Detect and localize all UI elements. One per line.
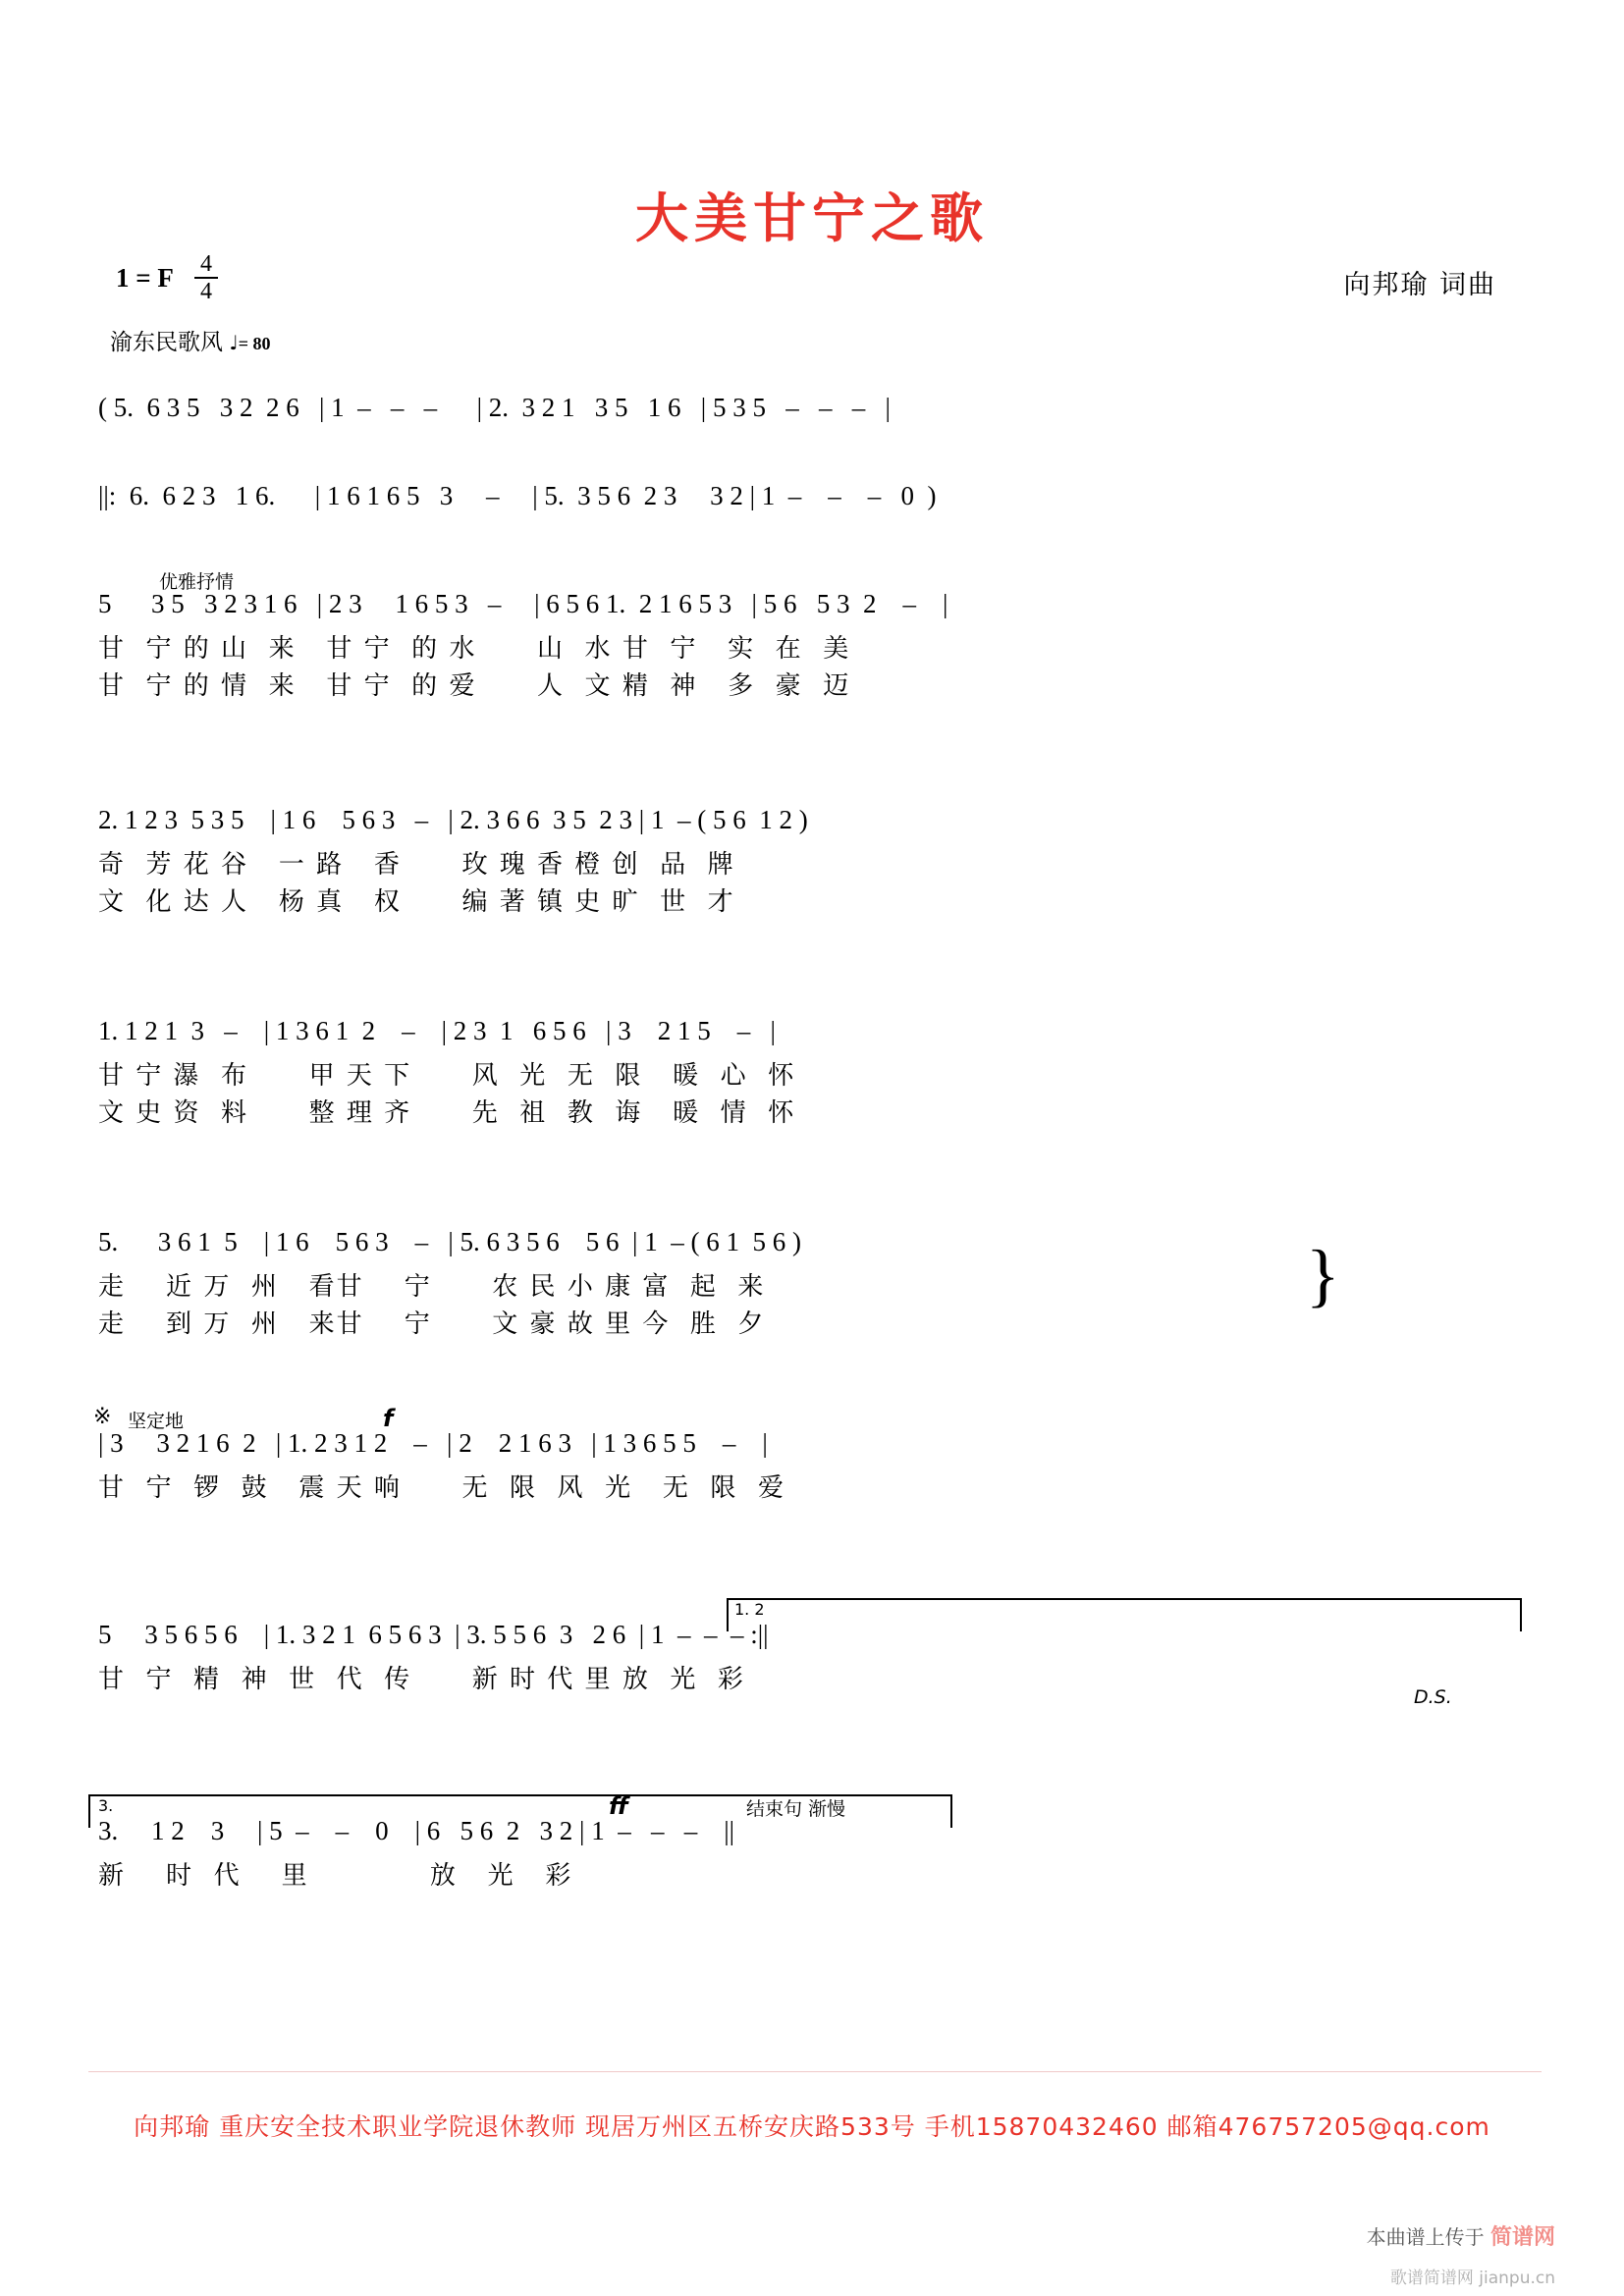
volta-bracket-line <box>727 1598 1522 1600</box>
score-row-chorus-2 <box>98 1600 1532 1708</box>
score-lyric-line-b: 走 到 万 州 来甘 宁 文 豪 故 里 今 胜 夕 <box>98 1309 766 1339</box>
score-row-verse-3 <box>98 1016 1532 1130</box>
score-lyric-line-b: 文 史 资 料 整 理 齐 先 祖 教 诲 暖 情 怀 <box>98 1098 796 1128</box>
score-lyric-line-a: 甘 宁 的 山 来 甘 宁 的 水 山 水 甘 宁 实 在 美 <box>98 634 851 664</box>
score-row-ending <box>98 1792 1532 1893</box>
score-lyric-line-a: 甘 宁 精 神 世 代 传 新 时 代 里 放 光 彩 <box>98 1665 745 1694</box>
style-and-tempo: 渝东民歌风 ♩= 80 <box>110 330 271 355</box>
dynamic-forte: f <box>383 1405 394 1432</box>
score-notes: | 3 3 2 1 6 2 | 1. 2 3 1 2 – | 2 2 1 6 3 | 1 3 6 5 5 – | <box>98 1428 768 1458</box>
segno-icon: ※ <box>93 1405 112 1429</box>
score-lyric-line-b: 甘 宁 的 情 来 甘 宁 的 爱 人 文 精 神 多 豪 迈 <box>98 671 851 701</box>
key-signature <box>116 263 174 294</box>
score-notes: 5. 3 6 1 5 | 1 6 5 6 3 – | 5. 6 3 5 6 5 6 | 1 – ( 6 1 5 6 ) <box>98 1227 801 1256</box>
dynamic-fortissimo: ff <box>609 1792 628 1820</box>
score-row-chorus-1 <box>93 1405 1532 1505</box>
score-notes: ( 5. 6 3 5 3 2 2 6 | 1 – – – | 2. 3 2 1 3 5 1 6 | 5 3 5 – – – | <box>98 393 891 422</box>
expression-elegant: 优雅抒情 <box>159 571 235 593</box>
score-lyric-line-a: 甘 宁 瀑 布 甲 天 下 风 光 无 限 暖 心 怀 <box>98 1061 796 1091</box>
volta-3-label: 3. <box>98 1796 114 1815</box>
key-signature-text: 1 = F <box>116 263 174 293</box>
score-lyric-line-a: 甘 宁 锣 鼓 震 天 响 无 限 风 光 无 限 爱 <box>98 1473 785 1503</box>
score-lyric-line-a: 奇 芳 花 谷 一 路 香 玫 瑰 香 橙 创 品 牌 <box>98 850 735 880</box>
time-signature <box>192 253 220 302</box>
time-signature-top: 4 <box>200 251 212 277</box>
upload-credit <box>1367 2220 1555 2251</box>
upload-credit-text: 本曲谱上传于 <box>1366 2225 1485 2249</box>
score-notes: 5 3 5 6 5 6 | 1. 3 2 1 6 5 6 3 | 3. 5 5 6 3 2 6 | 1 – – – :|| <box>98 1620 769 1649</box>
score-row-verse-4 <box>98 1227 1532 1341</box>
style-label: 渝东民歌风 <box>110 330 223 355</box>
ds-marker: D.S. <box>1414 1686 1452 1708</box>
site-credit: 歌谱简谱网 jianpu.cn <box>1389 2269 1555 2288</box>
brand-logo: 简谱网 <box>1489 2225 1555 2250</box>
score-lyric-line-b: 文 化 达 人 杨 真 权 编 著 镇 史 旷 世 才 <box>98 887 735 917</box>
score-notes: 3. 1 2 3 | 5 – – 0 | 6 5 6 2 3 2 | 1 – – – || <box>98 1816 735 1845</box>
score-notes: ||: 6. 6 2 3 1 6. | 1 6 1 6 5 3 – | 5. 3 5 6 2 3 3 2 | 1 – – – 0 ) <box>98 481 937 510</box>
score-row-intro-1 <box>98 393 1532 432</box>
score-notes: 1. 1 2 1 3 – | 1 3 6 1 2 – | 2 3 1 6 5 6 | 3 2 1 5 – | <box>98 1016 776 1045</box>
page-title: 大美甘宁之歌 <box>635 187 989 249</box>
footer-divider <box>88 2071 1542 2072</box>
volta3-bracket-start <box>88 1794 90 1828</box>
time-signature-bottom: 4 <box>200 279 212 304</box>
tempo-label: = 80 <box>238 334 271 353</box>
score-row-verse-1 <box>98 571 1532 703</box>
brace-bracket: } <box>1306 1236 1340 1314</box>
composer-credit: 向邦瑜 词曲 <box>1343 270 1496 300</box>
score-row-intro-2 <box>98 481 1532 520</box>
score-notes: 5 3 5 3 2 3 1 6 | 2 3 1 6 5 3 – | 6 5 6 1. 2 1 6 5 3 | 5 6 5 3 2 – | <box>98 589 948 618</box>
score-lyric-line-a: 新 时 代 里 放 光 彩 <box>98 1861 573 1891</box>
expression-firm: 坚定地 <box>128 1411 185 1432</box>
footer-credit: 向邦瑜 重庆安全技术职业学院退休教师 现居万州区五桥安庆路533号 手机15870432460 邮箱476757205@qq.com <box>134 2112 1490 2141</box>
ending-phrase-label: 结束句 渐慢 <box>746 1798 846 1820</box>
volta-1-2-label: 1. 2 <box>734 1600 765 1619</box>
score-lyric-line-a: 走 近 万 州 看甘 宁 农 民 小 康 富 起 来 <box>98 1272 766 1302</box>
score-notes: 2. 1 2 3 5 3 5 | 1 6 5 6 3 – | 2. 3 6 6 3 5 2 3 | 1 – ( 5 6 1 2 ) <box>98 805 808 834</box>
score-row-verse-2 <box>98 805 1532 919</box>
